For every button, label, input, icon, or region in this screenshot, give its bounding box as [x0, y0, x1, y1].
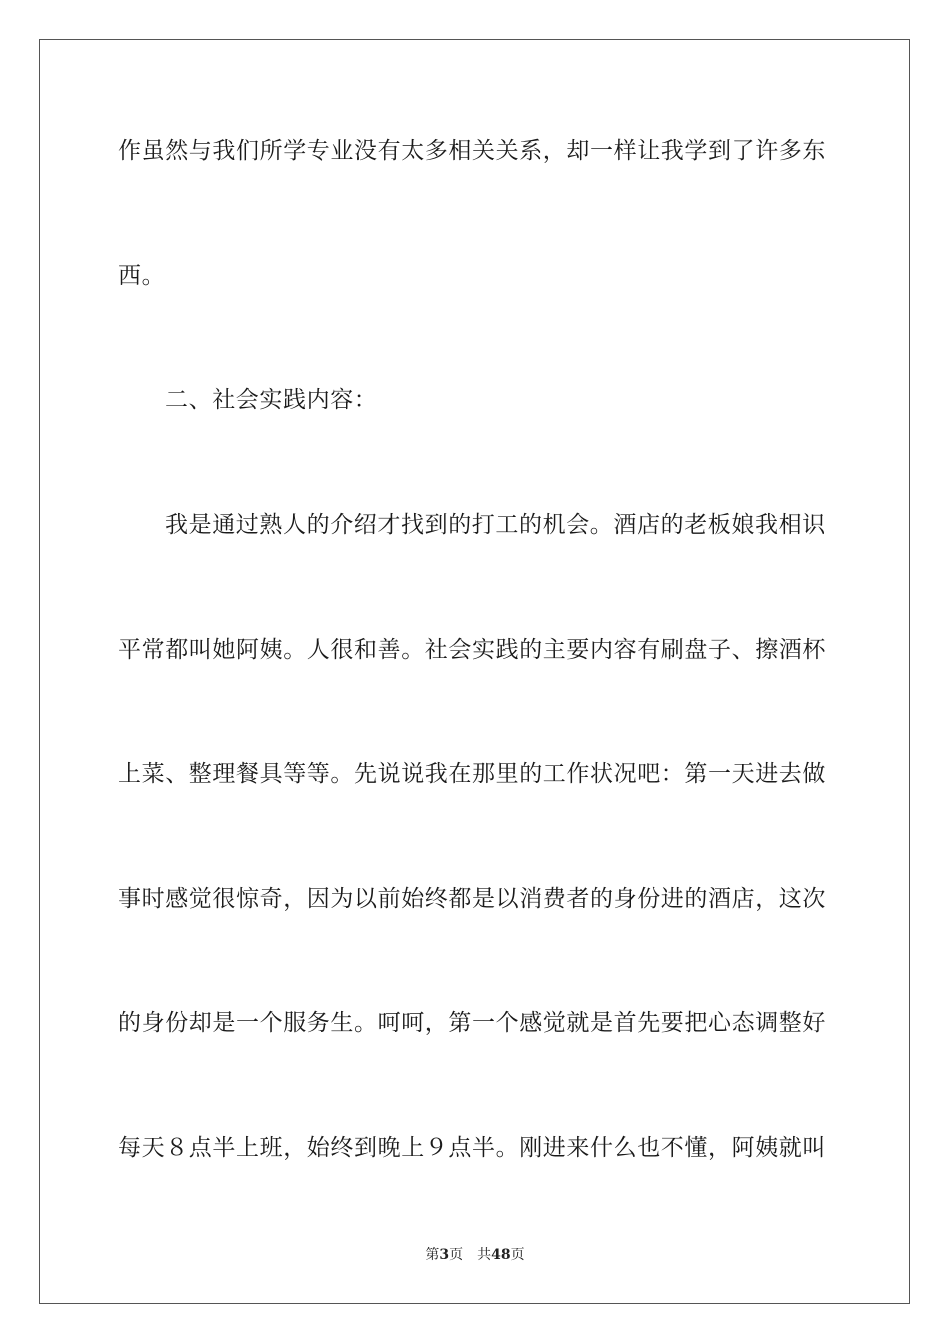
page-number: 3: [439, 1247, 450, 1263]
body-text-line: 西。: [118, 263, 166, 289]
page-label-suffix: 页: [449, 1247, 464, 1263]
body-text-line: 作虽然与我们所学专业没有太多相关关系，却一样让我学到了许多东: [118, 138, 826, 164]
section-heading: 二、社会实践内容：: [165, 387, 378, 413]
total-label-suffix: 页: [510, 1247, 525, 1263]
total-pages: 48: [491, 1247, 511, 1263]
body-text-line: 事时感觉很惊奇，因为以前始终都是以消费者的身份进的酒店，这次: [118, 886, 826, 912]
total-label-prefix: 共: [477, 1247, 492, 1263]
body-text-line: 每天８点半上班，始终到晚上９点半。刚进来什么也不懂，阿姨就叫: [118, 1135, 826, 1161]
body-text-line: 我是通过熟人的介绍才找到的打工的机会。酒店的老板娘我相识: [165, 512, 826, 538]
body-text-line: 上菜、整理餐具等等。先说说我在那里的工作状况吧：第一天进去做: [118, 761, 826, 787]
page-footer: [0, 1246, 950, 1264]
page-border: [39, 39, 910, 1304]
page-label-prefix: 第: [425, 1247, 440, 1263]
body-text-line: 的身份却是一个服务生。呵呵，第一个感觉就是首先要把心态调整好: [118, 1010, 826, 1036]
body-text-line: 平常都叫她阿姨。人很和善。社会实践的主要内容有刷盘子、擦酒杯: [118, 637, 826, 663]
